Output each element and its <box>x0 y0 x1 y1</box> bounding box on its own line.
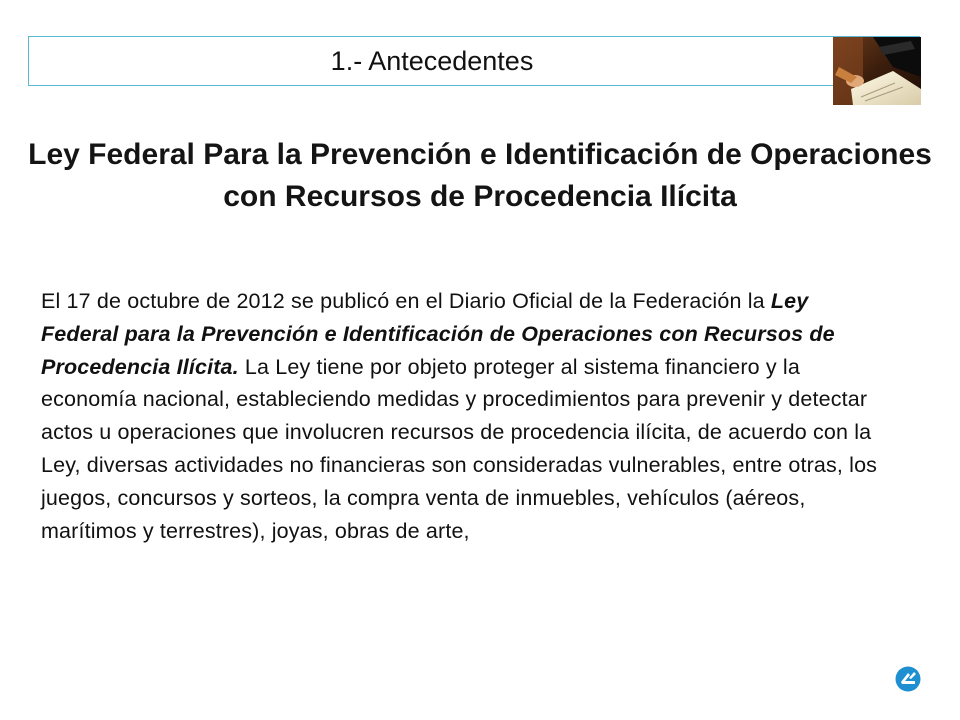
gavel-judge-photo <box>833 37 921 105</box>
brand-logo-icon <box>895 666 921 692</box>
body-paragraph <box>41 285 891 547</box>
section-header <box>28 36 920 86</box>
gavel-photo-icon <box>833 37 921 105</box>
paragraph-intro: El 17 de octubre de 2012 se publicó en el Diario Oficial de la Federación la <box>41 289 771 313</box>
document-title: Ley Federal Para la Prevención e Identificación de Operaciones con Recursos de Procedencia Ilícita <box>28 138 932 213</box>
law-name: Ley Federal para la Prevención e Identificación de Operaciones con Recursos de Procedencia Ilícita. <box>41 289 835 379</box>
section-title: 1.- Antecedentes <box>330 45 534 76</box>
paragraph-rest: La Ley tiene por objeto proteger al sistema financiero y la economía nacional, estableciendo medidas y procedimientos para prevenir y detectar actos u operaciones que involucren recursos de procedencia ilícita, de acuerdo con la Ley, diversas actividades no financieras son consideradas vulnerables, entre otras, los juegos, concursos y sorteos, la compra venta de inmuebles, vehículos (aéreos, marítimos y terrestres), joyas, obras de arte, <box>41 354 878 543</box>
